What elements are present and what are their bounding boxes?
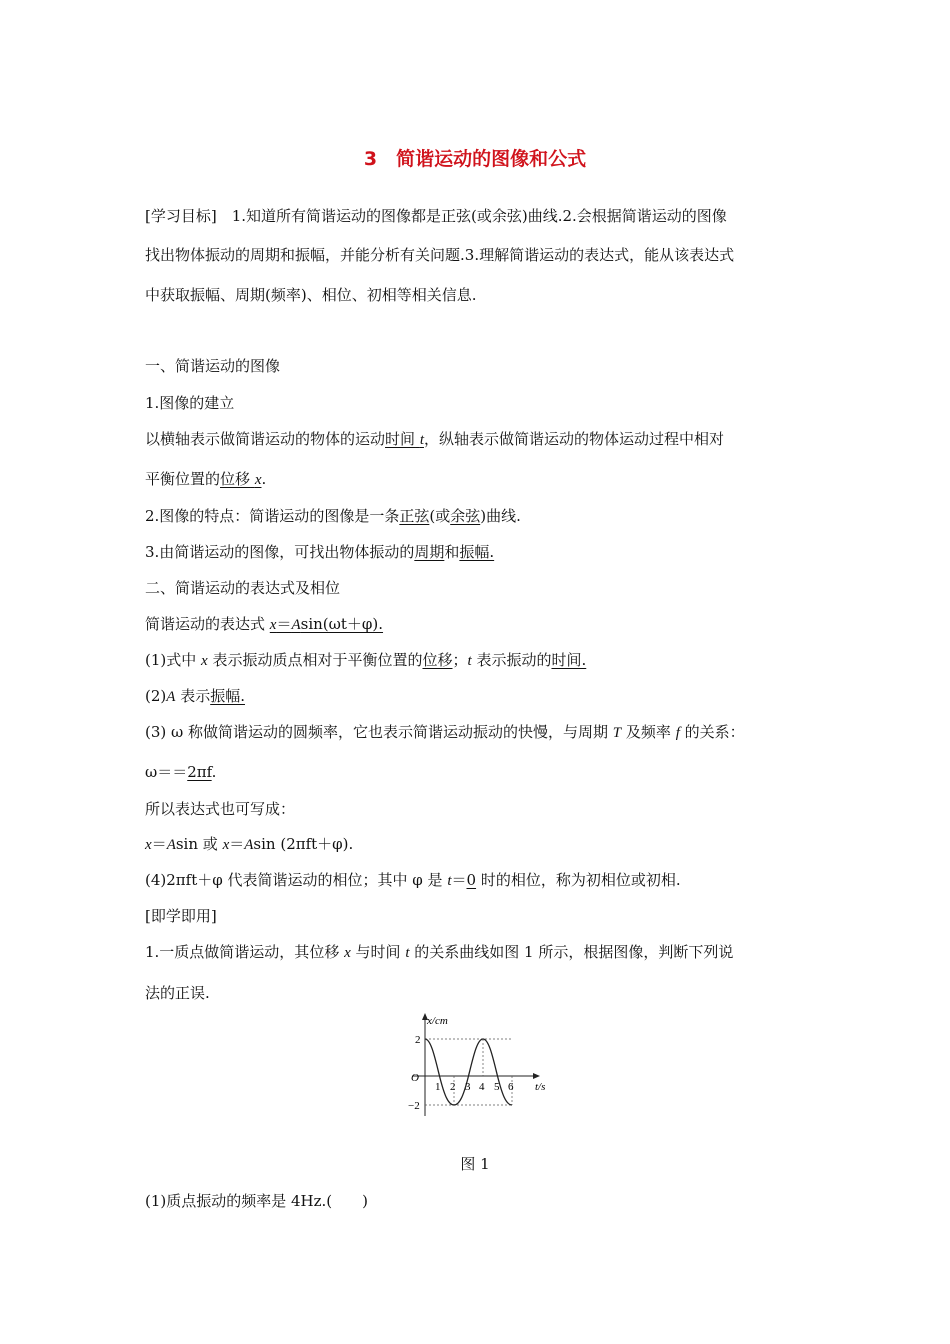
text: x: [344, 945, 351, 961]
item-2: [145, 686, 245, 707]
text: 简谐运动的表达式: [145, 615, 270, 633]
text: 表示: [175, 687, 211, 705]
blank-answer: 周期: [414, 543, 445, 561]
text: sin 或: [175, 835, 223, 853]
text: ＝: [151, 835, 167, 853]
y-tick-label: 2: [415, 1034, 421, 1046]
blank-answer: [220, 470, 261, 488]
text: A: [291, 617, 301, 633]
text: ＝: [451, 871, 467, 889]
blank-answer: 振幅.: [210, 687, 245, 705]
text: t: [405, 945, 410, 961]
item-3: [145, 722, 745, 743]
page-title: 3 简谐运动的图像和公式: [363, 148, 587, 170]
text: 的关系：: [679, 723, 745, 741]
text: (1)式中: [145, 651, 202, 669]
text: sin (2πft＋φ).: [253, 835, 354, 853]
x-tick-label: 2: [450, 1081, 456, 1093]
item-1: [145, 650, 586, 671]
blank-answer: 2πf: [187, 763, 212, 781]
item-3-formula: [145, 834, 353, 855]
point-1-text-line-1: [145, 429, 724, 450]
text: t: [447, 873, 452, 889]
text: 表示振动质点相对于平衡位置的: [207, 651, 423, 669]
learning-goals-line-1: [学习目标] 1.知道所有简谐运动的图像都是正弦(或余弦)曲线.2.会根据简谐运动的图像: [145, 207, 727, 225]
learning-goals-line-2: 找出物体振动的周期和振幅，并能分析有关问题.3.理解简谐运动的表达式，能从该表达式: [145, 246, 735, 264]
item-3-relation: [145, 762, 216, 782]
x-axis-label: t/s: [535, 1081, 546, 1093]
text: 位移: [220, 470, 251, 488]
point-2: [145, 506, 521, 526]
item-4: [145, 870, 681, 891]
section-2-heading: 二、简谐运动的表达式及相位: [145, 579, 341, 597]
x-tick-label: 3: [465, 1081, 471, 1093]
figure-1-graph: [395, 1010, 555, 1120]
text: A: [244, 837, 254, 853]
text: 及频率: [621, 723, 676, 741]
x-tick-label: 6: [508, 1081, 514, 1093]
text: x: [254, 472, 262, 488]
text: ω＝＝: [145, 763, 188, 781]
question-1-line-1: [145, 942, 733, 963]
text: 的关系曲线如图 1 所示，根据图像，判断下列说: [409, 943, 734, 961]
text: 平衡位置的: [145, 470, 221, 488]
text: 表示振动的: [471, 651, 552, 669]
text: 1.一质点做简谐运动，其位移: [145, 943, 345, 961]
text: x: [145, 837, 152, 853]
text: (3) ω 称做简谐运动的圆频率，它也表示简谐运动振动的快慢，与周期: [145, 723, 613, 741]
text: t: [419, 432, 424, 448]
blank-answer: 振幅.: [459, 543, 495, 561]
text: 3.由简谐运动的图像，可找出物体振动的: [145, 543, 415, 561]
text: ，纵轴表示做简谐运动的物体运动过程中相对: [423, 430, 724, 448]
text: A: [166, 837, 176, 853]
question-1-item-1: (1)质点振动的频率是 4Hz.( ): [145, 1192, 369, 1210]
section-1-heading: 一、简谐运动的图像: [145, 357, 281, 375]
blank-answer: 0: [466, 871, 477, 889]
text: x: [222, 837, 230, 853]
text: (4)2πft＋φ 代表简谐运动的相位；其中 φ 是: [145, 871, 448, 889]
text: ；: [452, 651, 468, 669]
formula-line: [145, 614, 383, 635]
x-tick-label: 1: [435, 1081, 441, 1093]
displacement-curve: [425, 1039, 512, 1105]
point-3: [145, 542, 494, 562]
blank-answer: 时间.: [551, 651, 587, 669]
text: sin(ωt＋φ).: [300, 615, 384, 633]
practice-heading: [即学即用]: [145, 907, 217, 925]
text: f: [675, 725, 680, 741]
learning-goals-line-3: 中获取振幅、周期(频率)、相位、初相等相关信息.: [145, 286, 477, 304]
point-1-title: 1.图像的建立: [145, 394, 235, 412]
text: t: [467, 653, 472, 669]
text: x: [201, 653, 208, 669]
text: 以横轴表示做简谐运动的物体的运动: [145, 430, 386, 448]
text: T: [612, 725, 622, 741]
y-axis-label: x/cm: [427, 1015, 448, 1027]
blank-answer: 余弦: [450, 507, 481, 525]
text: (2): [145, 687, 167, 705]
text: 与时间: [350, 943, 406, 961]
text: 2.图像的特点：简谐运动的图像是一条: [145, 507, 400, 525]
text: 时的相位，称为初相位或初相.: [476, 871, 681, 889]
blank-answer: 正弦: [399, 507, 430, 525]
x-tick-label: 4: [479, 1081, 485, 1093]
text: ＝: [276, 615, 292, 633]
item-3-note: 所以表达式也可写成：: [145, 800, 296, 818]
question-1-line-2: 法的正误.: [145, 984, 210, 1002]
text: x: [269, 617, 277, 633]
text: ＝: [229, 835, 245, 853]
x-axis-arrow: [533, 1073, 540, 1079]
text: (或: [429, 507, 451, 525]
blank-answer: [270, 615, 383, 633]
text: .: [261, 470, 267, 488]
text: 和: [444, 543, 460, 561]
figure-caption: 图 1: [460, 1155, 490, 1173]
text: .: [211, 763, 217, 781]
y-tick-label: −2: [408, 1100, 420, 1112]
text: A: [166, 689, 176, 705]
origin-label: O: [411, 1072, 419, 1084]
x-tick-label: 5: [494, 1081, 500, 1093]
point-1-text-line-2: [145, 469, 266, 490]
blank-answer: 位移: [422, 651, 453, 669]
text: )曲线.: [480, 507, 521, 525]
text: 时间: [385, 430, 416, 448]
blank-answer: [385, 430, 424, 448]
